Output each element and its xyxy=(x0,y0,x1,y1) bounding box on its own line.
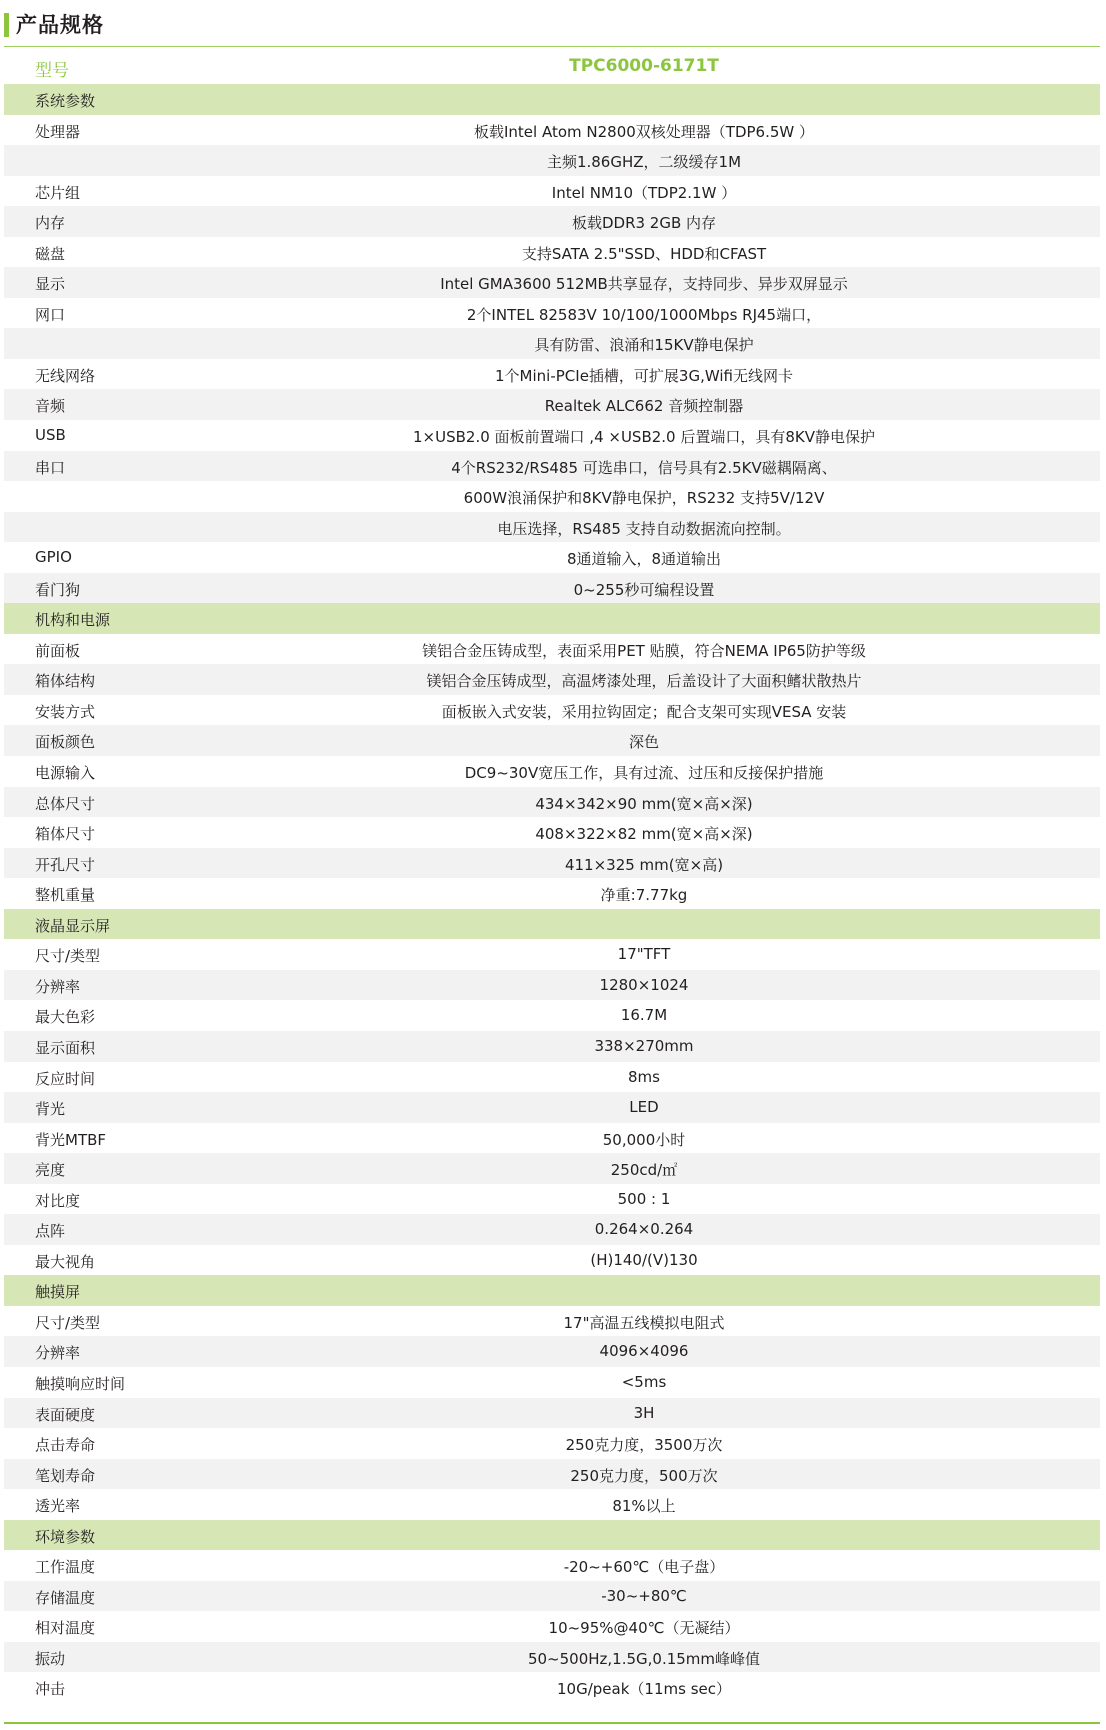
spec-value: -30~+80℃ xyxy=(601,1586,687,1605)
section-title: 环境参数 xyxy=(35,1527,96,1546)
spec-row xyxy=(4,512,1100,543)
section-header xyxy=(4,909,1100,940)
spec-label: 磁盘 xyxy=(35,244,66,263)
spec-row xyxy=(4,176,1100,207)
spec-row xyxy=(4,756,1100,787)
spec-row xyxy=(4,420,1100,451)
spec-row xyxy=(4,817,1100,848)
spec-value: 411×325 mm(宽×高) xyxy=(564,855,724,874)
section-title: 机构和电源 xyxy=(35,611,111,630)
spec-label: 无线网络 xyxy=(35,366,96,385)
spec-label: 背光 xyxy=(35,1100,66,1119)
spec-label: 音频 xyxy=(35,397,66,416)
spec-label: 振动 xyxy=(35,1649,66,1668)
spec-label: 对比度 xyxy=(35,1191,81,1210)
spec-value: (H)140/(V)130 xyxy=(590,1250,698,1269)
spec-row xyxy=(4,542,1100,573)
spec-label: 透光率 xyxy=(35,1497,81,1516)
spec-label: 最大色彩 xyxy=(35,1008,96,1027)
spec-row xyxy=(4,1428,1100,1459)
spec-value: 4096×4096 xyxy=(599,1342,689,1361)
spec-value: 250克力度，500万次 xyxy=(570,1466,718,1485)
spec-label: 冲击 xyxy=(35,1680,66,1699)
spec-row xyxy=(4,1642,1100,1673)
spec-label: 表面硬度 xyxy=(35,1405,96,1424)
spec-row xyxy=(4,1306,1100,1337)
spec-value: 板载Intel Atom N2800双核处理器（TDP6.5W ） xyxy=(473,122,815,141)
spec-value: 50~500Hz,1.5G,0.15mm峰峰值 xyxy=(527,1649,761,1668)
spec-row xyxy=(4,725,1100,756)
spec-row xyxy=(4,939,1100,970)
page-title: 产品规格 xyxy=(16,13,104,37)
spec-label: 分辨率 xyxy=(35,977,81,996)
spec-value: 净重:7.77kg xyxy=(600,886,688,905)
spec-label: 安装方式 xyxy=(35,702,96,721)
spec-label: 整机重量 xyxy=(35,886,96,905)
spec-value: 10~95%@40℃（无凝结） xyxy=(548,1619,740,1638)
spec-value: 250cd/㎡ xyxy=(610,1161,678,1180)
spec-label: 前面板 xyxy=(35,641,81,660)
spec-value: 支持SATA 2.5"SSD、HDD和CFAST xyxy=(521,244,767,263)
spec-row xyxy=(4,1245,1100,1276)
spec-value: 面板嵌入式安装，采用拉钩固定；配合支架可实现VESA 安装 xyxy=(441,702,847,721)
spec-row xyxy=(4,481,1100,512)
spec-label: GPIO xyxy=(35,548,72,567)
spec-label: 箱体尺寸 xyxy=(35,825,96,844)
spec-row xyxy=(4,1459,1100,1490)
spec-value: 250克力度，3500万次 xyxy=(565,1436,723,1455)
spec-label: 面板颜色 xyxy=(35,733,96,752)
model-label: 型号 xyxy=(35,61,69,81)
spec-label: 尺寸/类型 xyxy=(35,1313,101,1332)
spec-row xyxy=(4,389,1100,420)
spec-label: 背光MTBF xyxy=(35,1130,107,1149)
spec-row xyxy=(4,267,1100,298)
spec-row xyxy=(4,848,1100,879)
spec-row xyxy=(4,1489,1100,1520)
title-divider xyxy=(4,46,1100,47)
spec-value: 16.7M xyxy=(620,1006,668,1025)
spec-label: 看门狗 xyxy=(35,580,81,599)
spec-value: 50,000小时 xyxy=(602,1130,686,1149)
spec-value: 0~255秒可编程设置 xyxy=(573,580,715,599)
spec-value: 408×322×82 mm(宽×高×深) xyxy=(535,825,753,844)
spec-row xyxy=(4,451,1100,482)
section-header xyxy=(4,84,1100,115)
spec-row xyxy=(4,1092,1100,1123)
spec-label: 反应时间 xyxy=(35,1069,96,1088)
spec-row xyxy=(4,1062,1100,1093)
spec-value: 17"TFT xyxy=(617,945,671,964)
spec-label: 笔划寿命 xyxy=(35,1466,96,1485)
spec-value: Intel NM10（TDP2.1W ） xyxy=(551,183,737,202)
page-header xyxy=(0,0,1106,48)
spec-row xyxy=(4,1031,1100,1062)
model-value: TPC6000-6171T xyxy=(569,56,719,76)
spec-label: 箱体结构 xyxy=(35,672,96,691)
spec-row xyxy=(4,573,1100,604)
spec-row xyxy=(4,1581,1100,1612)
spec-value: 3H xyxy=(633,1403,655,1422)
section-title: 系统参数 xyxy=(35,92,96,110)
spec-row xyxy=(4,1550,1100,1581)
spec-value: 1个Mini-PCIe插槽，可扩展3G,Wifi无线网卡 xyxy=(495,366,793,385)
spec-row xyxy=(4,1123,1100,1154)
spec-row xyxy=(4,695,1100,726)
model-row xyxy=(4,50,1100,84)
spec-label: 总体尺寸 xyxy=(35,794,96,813)
spec-value: LED xyxy=(629,1098,659,1117)
spec-value: 镁铝合金压铸成型，高温烤漆处理，后盖设计了大面积鳍状散热片 xyxy=(426,672,862,691)
section-header xyxy=(4,1275,1100,1306)
spec-label: 最大视角 xyxy=(35,1252,96,1271)
spec-label: 分辨率 xyxy=(35,1344,81,1363)
spec-value: 0.264×0.264 xyxy=(594,1220,694,1239)
spec-row xyxy=(4,1611,1100,1642)
spec-value: 81%以上 xyxy=(612,1497,676,1516)
spec-label: 开孔尺寸 xyxy=(35,855,96,874)
spec-row xyxy=(4,1336,1100,1367)
spec-value: Intel GMA3600 512MB共享显存，支持同步、异步双屏显示 xyxy=(440,275,848,294)
spec-row xyxy=(4,237,1100,268)
table-bottom-rule xyxy=(4,1722,1100,1724)
spec-table xyxy=(4,84,1100,1703)
spec-value: 具有防雷、浪涌和15KV静电保护 xyxy=(534,336,754,355)
spec-value: 434×342×90 mm(宽×高×深) xyxy=(535,794,753,813)
title-accent-bar xyxy=(4,13,9,37)
spec-label: 触摸响应时间 xyxy=(35,1374,126,1393)
spec-value: 4个RS232/RS485 可选串口，信号具有2.5KV磁耦隔离、 xyxy=(451,458,837,477)
spec-row xyxy=(4,1398,1100,1429)
spec-row xyxy=(4,1672,1100,1703)
spec-label: 内存 xyxy=(35,214,66,233)
spec-label: 相对温度 xyxy=(35,1619,96,1638)
spec-value: 1280×1024 xyxy=(599,975,689,994)
spec-value: 板载DDR3 2GB 内存 xyxy=(571,214,717,233)
spec-label: 点击寿命 xyxy=(35,1436,96,1455)
spec-label: 尺寸/类型 xyxy=(35,947,101,966)
spec-value: -20~+60℃（电子盘） xyxy=(563,1558,725,1577)
spec-row xyxy=(4,115,1100,146)
spec-row xyxy=(4,206,1100,237)
spec-value: 1×USB2.0 面板前置端口 ,4 ×USB2.0 后置端口，具有8KV静电保护 xyxy=(413,428,875,447)
spec-label: 串口 xyxy=(35,458,66,477)
spec-row xyxy=(4,1367,1100,1398)
spec-label: 亮度 xyxy=(35,1161,66,1180)
spec-row xyxy=(4,970,1100,1001)
spec-row xyxy=(4,145,1100,176)
section-header xyxy=(4,603,1100,634)
spec-value: DC9~30V宽压工作，具有过流、过压和反接保护措施 xyxy=(464,764,824,783)
spec-row xyxy=(4,359,1100,390)
spec-label: 存储温度 xyxy=(35,1588,96,1607)
spec-value: 电压选择，RS485 支持自动数据流向控制。 xyxy=(497,519,791,538)
spec-row xyxy=(4,1153,1100,1184)
spec-value: 2个INTEL 82583V 10/100/1000Mbps RJ45端口， xyxy=(466,305,822,324)
spec-value: <5ms xyxy=(621,1372,667,1391)
spec-label: 芯片组 xyxy=(35,183,81,202)
spec-row xyxy=(4,634,1100,665)
section-title: 液晶显示屏 xyxy=(35,916,111,935)
section-header xyxy=(4,1520,1100,1551)
spec-value: 主频1.86GHZ，二级缓存1M xyxy=(546,153,742,172)
spec-value: 深色 xyxy=(628,733,659,752)
spec-value: 500 : 1 xyxy=(617,1189,671,1208)
spec-value: 600W浪涌保护和8KV静电保护，RS232 支持5V/12V xyxy=(463,489,825,508)
spec-label: 显示面积 xyxy=(35,1038,96,1057)
spec-value: Realtek ALC662 音频控制器 xyxy=(544,397,744,416)
spec-value: 8通道输入，8通道输出 xyxy=(566,550,722,569)
spec-label: 点阵 xyxy=(35,1222,66,1241)
spec-value: 镁铝合金压铸成型，表面采用PET 贴膜，符合NEMA IP65防护等级 xyxy=(422,641,866,660)
spec-value: 338×270mm xyxy=(594,1036,694,1055)
spec-label: 网口 xyxy=(35,305,66,324)
spec-value: 10G/peak（11ms sec） xyxy=(557,1680,731,1699)
spec-row xyxy=(4,787,1100,818)
spec-label: 工作温度 xyxy=(35,1558,96,1577)
spec-label: 处理器 xyxy=(35,122,81,141)
spec-label: USB xyxy=(35,426,66,445)
spec-row xyxy=(4,878,1100,909)
spec-row xyxy=(4,1000,1100,1031)
spec-row xyxy=(4,664,1100,695)
spec-row xyxy=(4,298,1100,329)
spec-label: 显示 xyxy=(35,275,66,294)
spec-value: 17"高温五线模拟电阻式 xyxy=(563,1313,725,1332)
section-title: 触摸屏 xyxy=(35,1283,81,1302)
spec-row xyxy=(4,328,1100,359)
spec-row xyxy=(4,1214,1100,1245)
spec-label: 电源输入 xyxy=(35,764,96,783)
spec-row xyxy=(4,1184,1100,1215)
spec-value: 8ms xyxy=(628,1067,660,1086)
